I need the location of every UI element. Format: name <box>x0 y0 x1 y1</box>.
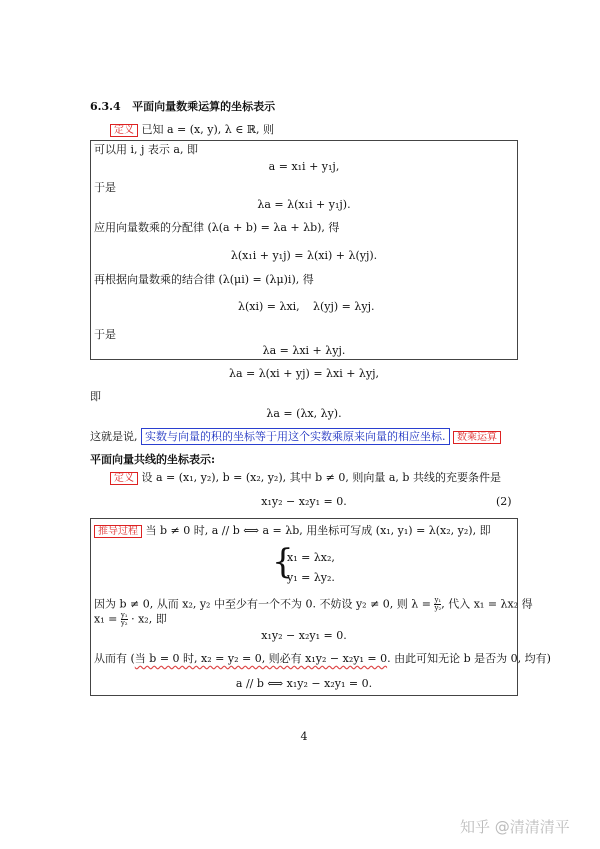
lambda-fraction-2 <box>121 612 128 627</box>
system-eq-2: y₁ = λy₂. <box>287 571 335 584</box>
section-number: 6.3.4 <box>90 100 121 113</box>
frac-num-2: y₁ <box>120 611 128 619</box>
collinear-title: 平面向量共线的坐标表示: <box>90 453 216 466</box>
eq-7: λa = (λx, λy). <box>266 407 342 420</box>
eq-6: λa = λ(xi + yj) = λxi + λyj, <box>228 367 380 380</box>
proof-text-3a: x₁ = <box>94 612 118 626</box>
box-eq-3: λ(x₁i + y₁j) = λ(xi) + λ(yj). <box>230 249 378 262</box>
line-ji: 即 <box>90 390 101 403</box>
proof-text-4b: . 由此可知无论 b 是否为 0, 均有) <box>387 652 551 665</box>
proof-eq-1: x₁y₂ − x₂y₁ = 0. <box>261 629 347 642</box>
box-line-2: 于是 <box>94 181 116 194</box>
box-line-1: 可以用 i, j 表示 a, 即 <box>94 143 198 156</box>
system-brace: { <box>272 542 294 582</box>
proof-line-3 <box>94 612 167 627</box>
scalar-mult-tag: 数乘运算 <box>453 431 501 444</box>
collinear-definition <box>110 471 501 486</box>
system-eq-1: x₁ = λx₂, <box>287 551 335 564</box>
proof-eq-2: a // b ⟺ x₁y₂ − x₂y₁ = 0. <box>235 677 373 690</box>
proof-wavy-text: 当 b = 0 时, x₂ = y₂ = 0, 则必有 x₁y₂ − x₂y₁ = 0 <box>134 652 388 665</box>
conclusion-line <box>90 430 501 445</box>
proof-line-2 <box>94 597 533 612</box>
page-number: 4 <box>300 730 308 743</box>
definition-text: 已知 a = (x, y), λ ∈ ℝ, 则 <box>141 123 274 136</box>
collinear-eq: x₁y₂ − x₂y₁ = 0. <box>261 495 347 508</box>
proof-line-4 <box>94 652 551 666</box>
box-line-3: 应用向量数乘的分配律 (λ(a + b) = λa + λb), 得 <box>94 221 340 234</box>
definition-tag: 定义 <box>110 124 138 137</box>
proof-text-1: 当 b ≠ 0 时, a // b ⟺ a = λb, 用坐标可写成 (x₁, y₁) = λ(x₂, y₂), 即 <box>145 524 491 537</box>
watermark: 知乎 @清清清平 <box>460 818 570 836</box>
proof-tag: 推导过程 <box>94 525 142 538</box>
proof-text-2b: , 代入 x₁ = λx₂ 得 <box>441 597 533 611</box>
box-line-4: 再根据向量数乘的结合律 (λ(μi) = (λμ)i), 得 <box>94 273 314 286</box>
frac-den-2: y₂ <box>120 619 128 627</box>
proof-text-2: 因为 b ≠ 0, 从而 x₂, y₂ 中至少有一个不为 0. 不妨设 y₂ ≠ 0, 则 λ = <box>94 597 431 611</box>
proof-text-3b: · x₂, 即 <box>131 612 167 626</box>
box-eq-5: λa = λxi + λyj. <box>262 344 346 357</box>
frac-den: y₂ <box>434 604 442 612</box>
box-line-5: 于是 <box>94 328 116 341</box>
section-heading <box>90 100 275 114</box>
collinear-tag: 定义 <box>110 472 138 485</box>
box-eq-2: λa = λ(x₁i + y₁j). <box>257 198 351 211</box>
box-eq-1: a = x₁i + y₁j, <box>268 160 340 173</box>
proof-line-1 <box>94 524 491 539</box>
frac-num: y₁ <box>434 596 442 604</box>
equation-number: (2) <box>496 495 512 508</box>
definition-line <box>110 123 274 138</box>
section-title: 平面向量数乘运算的坐标表示 <box>132 100 276 113</box>
box-eq-4a: λ(xi) = λxi, <box>238 300 300 313</box>
conclusion-prefix: 这就是说, <box>90 430 138 443</box>
collinear-text: 设 a = (x₁, y₂), b = (x₂, y₂), 其中 b ≠ 0, 则向量 a, b 共线的充要条件是 <box>141 471 501 484</box>
conclusion-highlight: 实数与向量的积的坐标等于用这个实数乘原来向量的相应坐标. <box>141 428 450 445</box>
proof-text-4a: 从而有 ( <box>94 652 135 665</box>
box-eq-4b: λ(yj) = λyj. <box>313 300 375 313</box>
